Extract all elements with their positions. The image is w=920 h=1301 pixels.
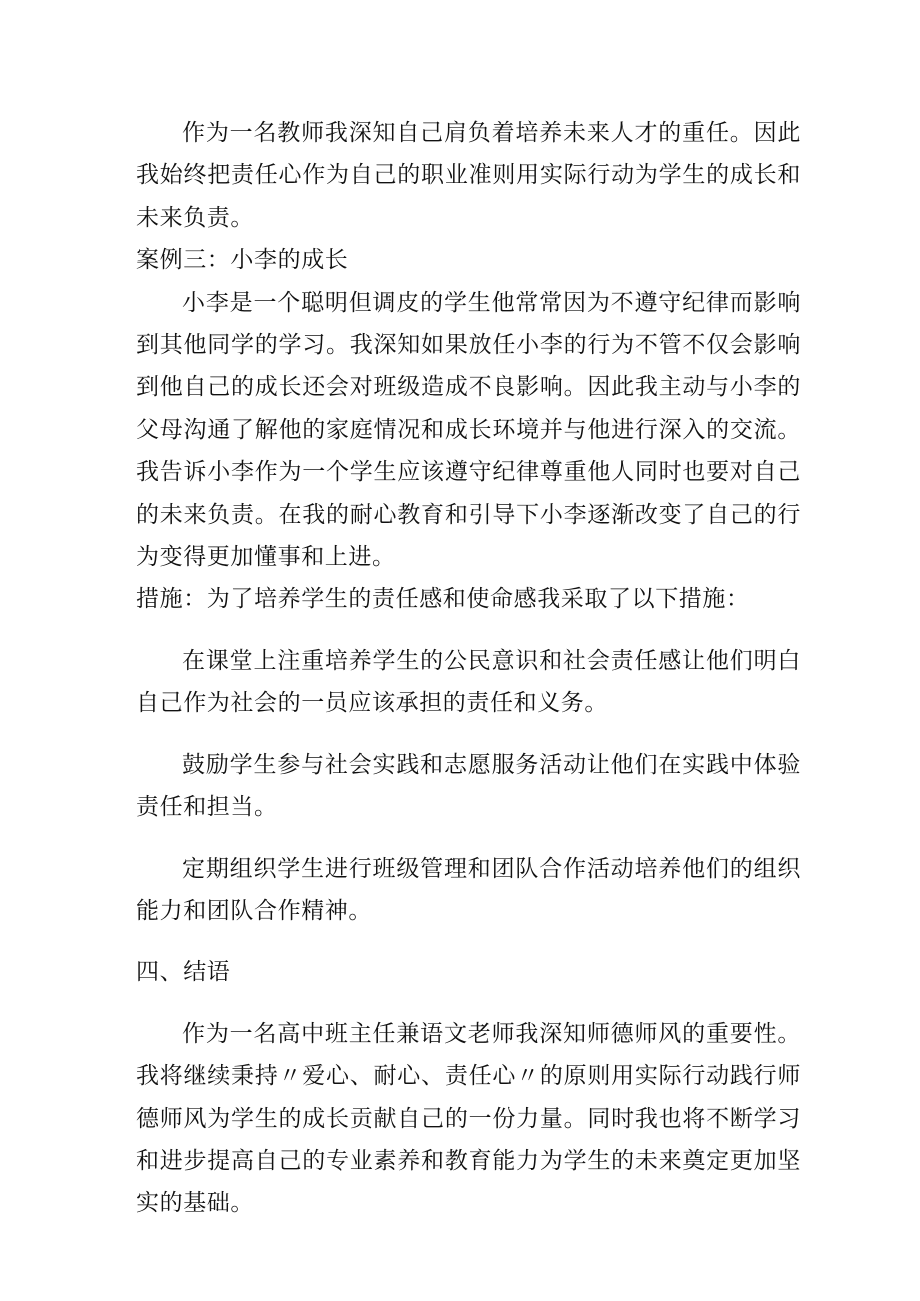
section-four-heading: 四、结语	[136, 959, 231, 986]
document-body	[136, 112, 801, 1225]
case-three-heading: 案例三：小李的成长	[136, 247, 349, 274]
measure-item: 定期组织学生进行班级管理和团队合作活动培养他们的组织能力和团队合作精神。	[136, 855, 801, 924]
block-measure-3	[136, 848, 801, 933]
block-responsibility	[136, 112, 801, 621]
block-measure-2	[136, 744, 801, 829]
measures-intro: 措施：为了培养学生的责任感和使命感我采取了以下措施：	[136, 586, 750, 613]
measure-item: 在课堂上注重培养学生的公民意识和社会责任感让他们明白自己作为社会的一员应该承担的责任和义务。	[136, 647, 801, 717]
paragraph-conclusion: 作为一名高中班主任兼语文老师我深知师德师风的重要性。我将继续秉持〃爱心、耐心、责任心〃的原则用实际行动践行师德师风为学生的成长贡献自己的一份力量。同时我也将不断学习和进步提高自己的专业素养和教育能力为学生的未来奠定更加坚实的基础。	[136, 1020, 801, 1217]
paragraph-xiaoli-story: 小李是一个聪明但调皮的学生他常常因为不遵守纪律而影响到其他同学的学习。我深知如果放任小李的行为不管不仅会影响到他自己的成长还会对班级造成不良影响。因此我主动与小李的父母沟通了解他的家庭情况和成长环境并与他进行深入的交流。我告诉小李作为一个学生应该遵守纪律尊重他人同时也要对自己的未来负责。在我的耐心教育和引导下小李逐渐改变了自己的行为变得更加懂事和上进。	[136, 289, 801, 571]
block-conclusion	[136, 1013, 801, 1225]
block-conclusion-heading	[136, 951, 801, 993]
paragraph-teacher-responsibility: 作为一名教师我深知自己肩负着培养未来人才的重任。因此我始终把责任心作为自己的职业准则用实际行动为学生的成长和未来负责。	[136, 120, 801, 231]
block-measure-1	[136, 640, 801, 725]
measure-item: 鼓励学生参与社会实践和志愿服务活动让他们在实践中体验责任和担当。	[136, 751, 801, 821]
